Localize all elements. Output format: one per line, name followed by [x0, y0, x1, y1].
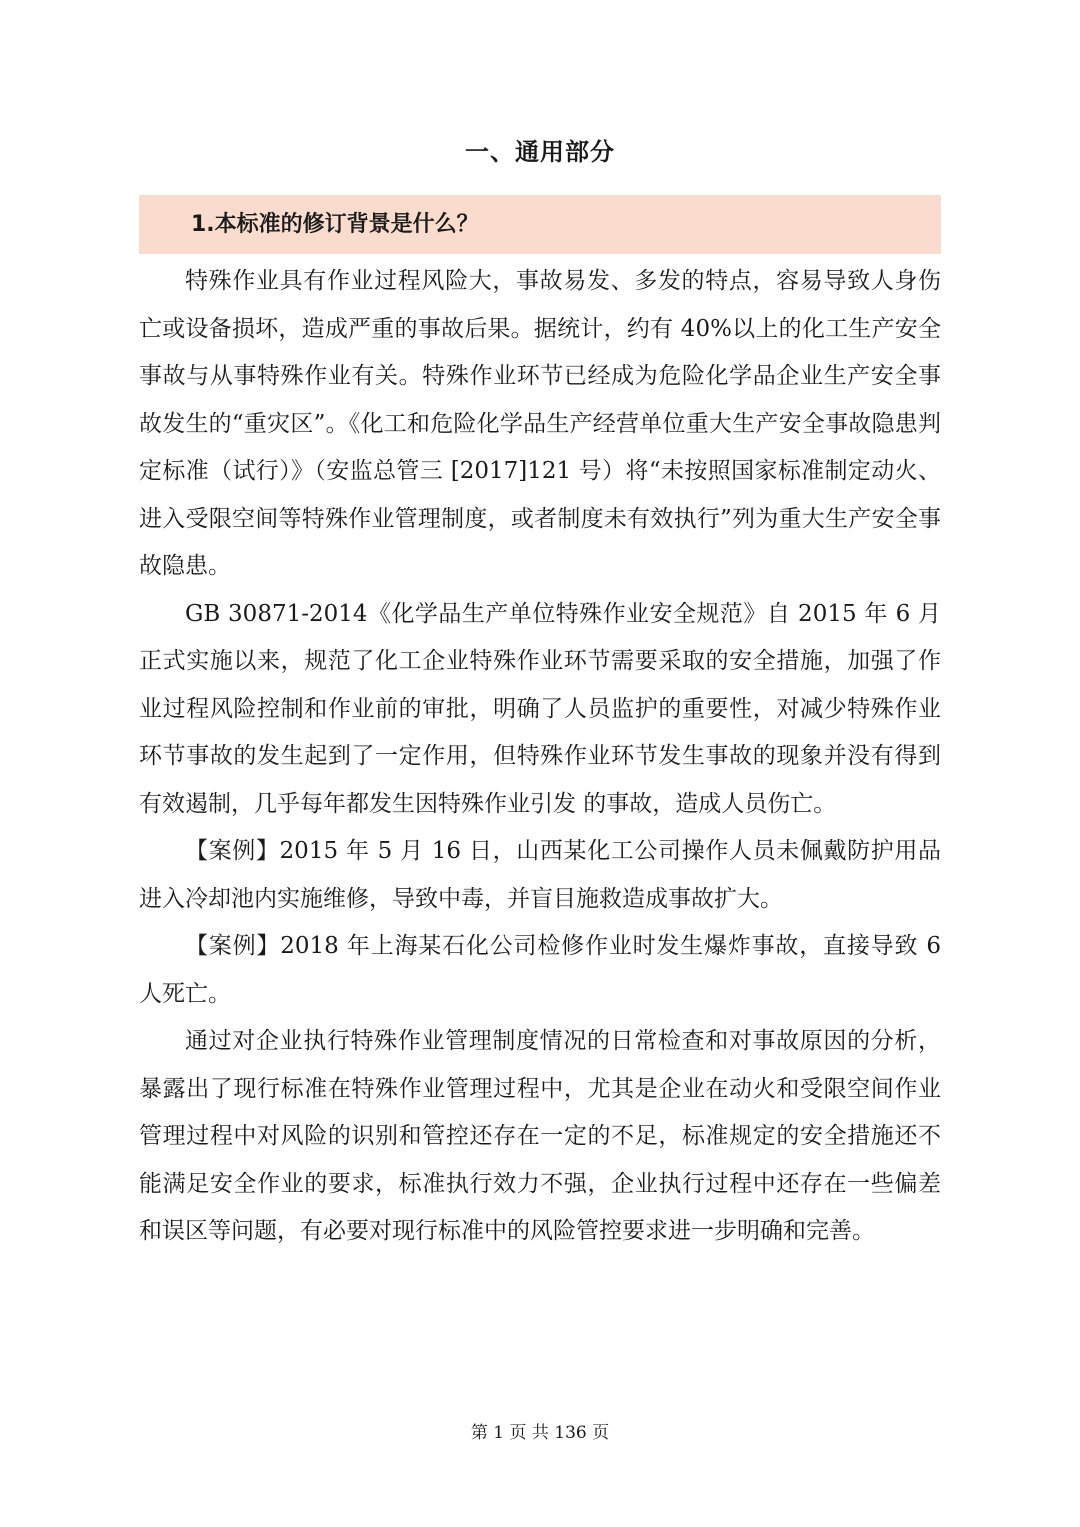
- case-text: 2015 年 5 月 16 日，山西某化工公司操作人员未佩戴防护用品进入冷却池内实施维修，导致中毒，并盲目施救造成事故扩大。: [139, 838, 942, 912]
- case-tag: 【案例】: [185, 933, 281, 959]
- case-tag: 【案例】: [185, 838, 280, 864]
- page-footer: 第 1 页 共 136 页: [470, 1423, 610, 1443]
- paragraph-standard-history: GB 30871-2014《化学品生产单位特殊作业安全规范》自 2015 年 6 月正式实施以来，规范了化工企业特殊作业环节需要采取的安全措施，加强了作业过程风险控制和作业前的审批，明确了人员监护的重要性，对减少特殊作业环节事故的发生起到了一定作用，但特殊作业环节发生事故的现象并没有得到有效遏制，几乎每年都发生因特殊作业引发 的事故，造成人员伤亡。: [139, 600, 941, 817]
- question-heading: 1.本标准的修订背景是什么？: [139, 195, 941, 254]
- paragraph-conclusion: 通过对企业执行特殊作业管理制度情况的日常检查和对事故原因的分析，暴露出了现行标准在特殊作业管理过程中，尤其是企业在动火和受限空间作业管理过程中对风险的识别和管控还存在一定的不足，标准规定的安全措施还不能满足安全作业的要求，标准执行效力不强，企业执行过程中还存在一些偏差和误区等问题，有必要对现行标准中的风险管控要求进一步明确和完善。: [139, 1028, 941, 1244]
- paragraph-background: 特殊作业具有作业过程风险大，事故易发、多发的特点，容易导致人身伤亡或设备损坏，造成严重的事故后果。据统计，约有 40%以上的化工生产安全事故与从事特殊作业有关。特殊作业环节已经成为危险化学品企业生产安全事故发生的“重灾区”。《化工和危险化学品生产经营单位重大生产安全事故隐患判定标准（试行）》（安监总管三 [2017]121 号）将“未按照国家标准制定动火、进入受限空间等特殊作业管理制度，或者制度未有效执行”列为重大生产安全事故隐患。: [139, 268, 941, 579]
- section-title: 一、通用部分: [465, 138, 615, 166]
- case-text: 2018 年上海某石化公司检修作业时发生爆炸事故，直接导致 6 人死亡。: [139, 933, 941, 1007]
- case-paragraph: [139, 828, 941, 923]
- document-body: [139, 258, 941, 1256]
- case-paragraph: [139, 923, 941, 1018]
